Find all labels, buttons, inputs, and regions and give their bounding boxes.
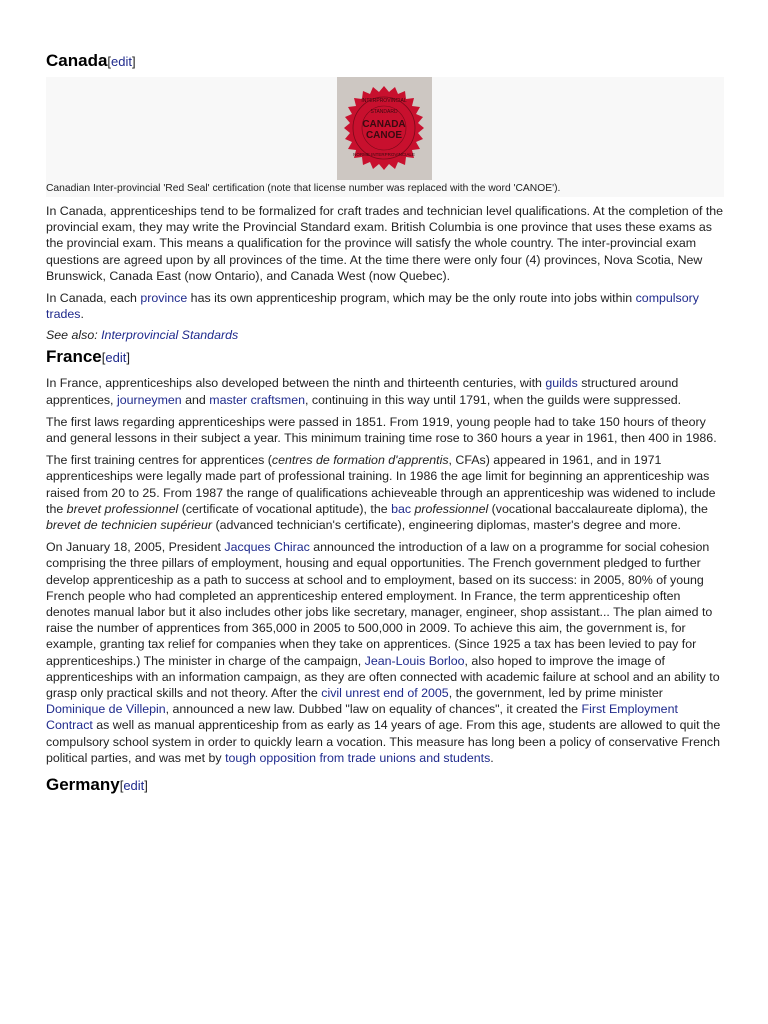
link-master-craftsmen[interactable]: master craftsmen [209,392,305,407]
seal-mid-text: STANDARD [370,109,398,115]
france-paragraph-2: The first laws regarding apprenticeships were passed in 1851. From 1919, young people had to take 150 hours of theory and general lessons in their subject a year. This minimum training time rose to 360 hours a year in 1961, then 400 in 1986. [46,414,717,446]
canada-paragraph-1: In Canada, apprenticeships tend to be formalized for craft trades and technician level qualifications. At the completion of the provincial exam, they may write the Provincial Standard exam. British Columbia is one province that uses these exams as the provincial exam. This means a qualification for the province will satisfy the whole country. The inter-provincial exam questions are agreed upon by all provinces of the time. At the time there were only four (4) provinces, Nova Scotia, New Brunswick, Canada East (now Ontario), and Canada West (now Quebec). [46,204,724,283]
heading-canada: Canada[edit] [46,51,136,70]
link-tough-opposition[interactable]: tough opposition from trade unions and students [225,750,491,765]
seal-bottom-text: NORME INTERPROVINCIALE [353,152,415,157]
france-paragraph-3: The first training centres for apprentices (centres de formation d'apprentis, CFAs) appeared in 1961, and in 1971 apprenticeships were legally made part of professional training. In 1986 the age limit for beginning an apprenticeship was raised from 20 to 25. From 1987 the range of qualifications achieveable through an apprenticeship was widened to include the brevet professionnel (certificate of vocational aptitude), the bac professionnel (vocational baccalaureate diploma), the brevet de technicien supérieur (advanced technician's certificate), engineering diplomas, master's degree and more. [46,453,716,533]
heading-france: France[edit] [46,347,130,367]
link-interprovincial-standards[interactable]: Interprovincial Standards [101,328,239,343]
france-paragraph-1: In France, apprenticeships also developed between the ninth and thirteenth centuries, with guilds structured around apprentices, journeymen and master craftsmen, continuing in this way until 1791, when the guilds were suppressed. [46,376,682,407]
figure-caption: Canadian Inter-provincial 'Red Seal' certification (note that license number was replaced with the word 'CANOE'). [46,183,561,194]
france-paragraph-4: On January 18, 2005, President Jacques Chirac announced the introduction of a law on a programme for social cohesion comprising the three pillars of employment, housing and equal opportunities. The French government pledged to further develop apprenticeship as a path to success at school and to employment, based on its success: in 2005, 80% of young French people who had completed an apprenticeship entered employment. In France, the term apprenticeship often denotes manual labor but it also includes other jobs like secretary, manager, engineer, shop assistant... The plan aimed to raise the number of apprentices from 365,000 in 2005 to 500,000 in 2009. To achieve this aim, the government is, for example, granting tax relief for companies when they take on apprentices. (Since 1925 a tax has been levied to pay for apprenticeships.) The minister in charge of the campaign, Jean-Louis Borloo, also hoped to improve the image of apprenticeships with an information campaign, as they are often connected with academic failure at school and an ability to grasp only practical skills and not theory. After the civil unrest end of 2005, the government, led by prime minister Dominique de Villepin, announced a new law. Dubbed "law on equality of chances", it created the First Employment Contract as well as manual apprenticeship from as early as 14 years of age. From this age, students are allowed to quit the compulsory school system in order to quickly learn a vocation. This measure has long been a policy of conservative French political parties, and was met by tough opposition from trade unions and students. [46,540,721,765]
seal-line2: CANOE [365,130,403,141]
link-jacques-chirac[interactable]: Jacques Chirac [224,540,310,555]
seal-top-text: INTERPROVINCIAL [361,98,407,104]
link-dominique-de-villepin[interactable]: Dominique de Villepin [46,702,166,717]
edit-link-france[interactable]: edit [105,350,127,366]
figure-red-seal [46,77,724,197]
canada-paragraph-2: In Canada, each province has its own apprenticeship program, which may be the only route into jobs within compulsory trades. [46,291,699,322]
link-first-employment-contract[interactable]: First Employment Contract [46,702,678,733]
edit-link-germany[interactable]: edit [123,778,145,794]
red-seal-icon [337,77,432,180]
link-compulsory-trades[interactable]: compulsory trades [46,291,699,322]
link-bac[interactable]: bac [391,501,412,516]
link-guilds[interactable]: guilds [545,376,578,391]
link-civil-unrest[interactable]: civil unrest end of 2005 [321,686,449,701]
link-journeymen[interactable]: journeymen [116,392,182,407]
red-seal-image [337,77,432,180]
seal-line1: CANADA [362,119,406,130]
heading-germany: Germany[edit] [46,775,148,795]
edit-link-canada[interactable]: edit [111,54,133,69]
article-body [46,50,724,797]
link-jean-louis-borloo[interactable]: Jean-Louis Borloo [364,653,465,668]
link-province[interactable]: province [140,291,188,306]
see-also: See also: Interprovincial Standards [46,328,239,343]
